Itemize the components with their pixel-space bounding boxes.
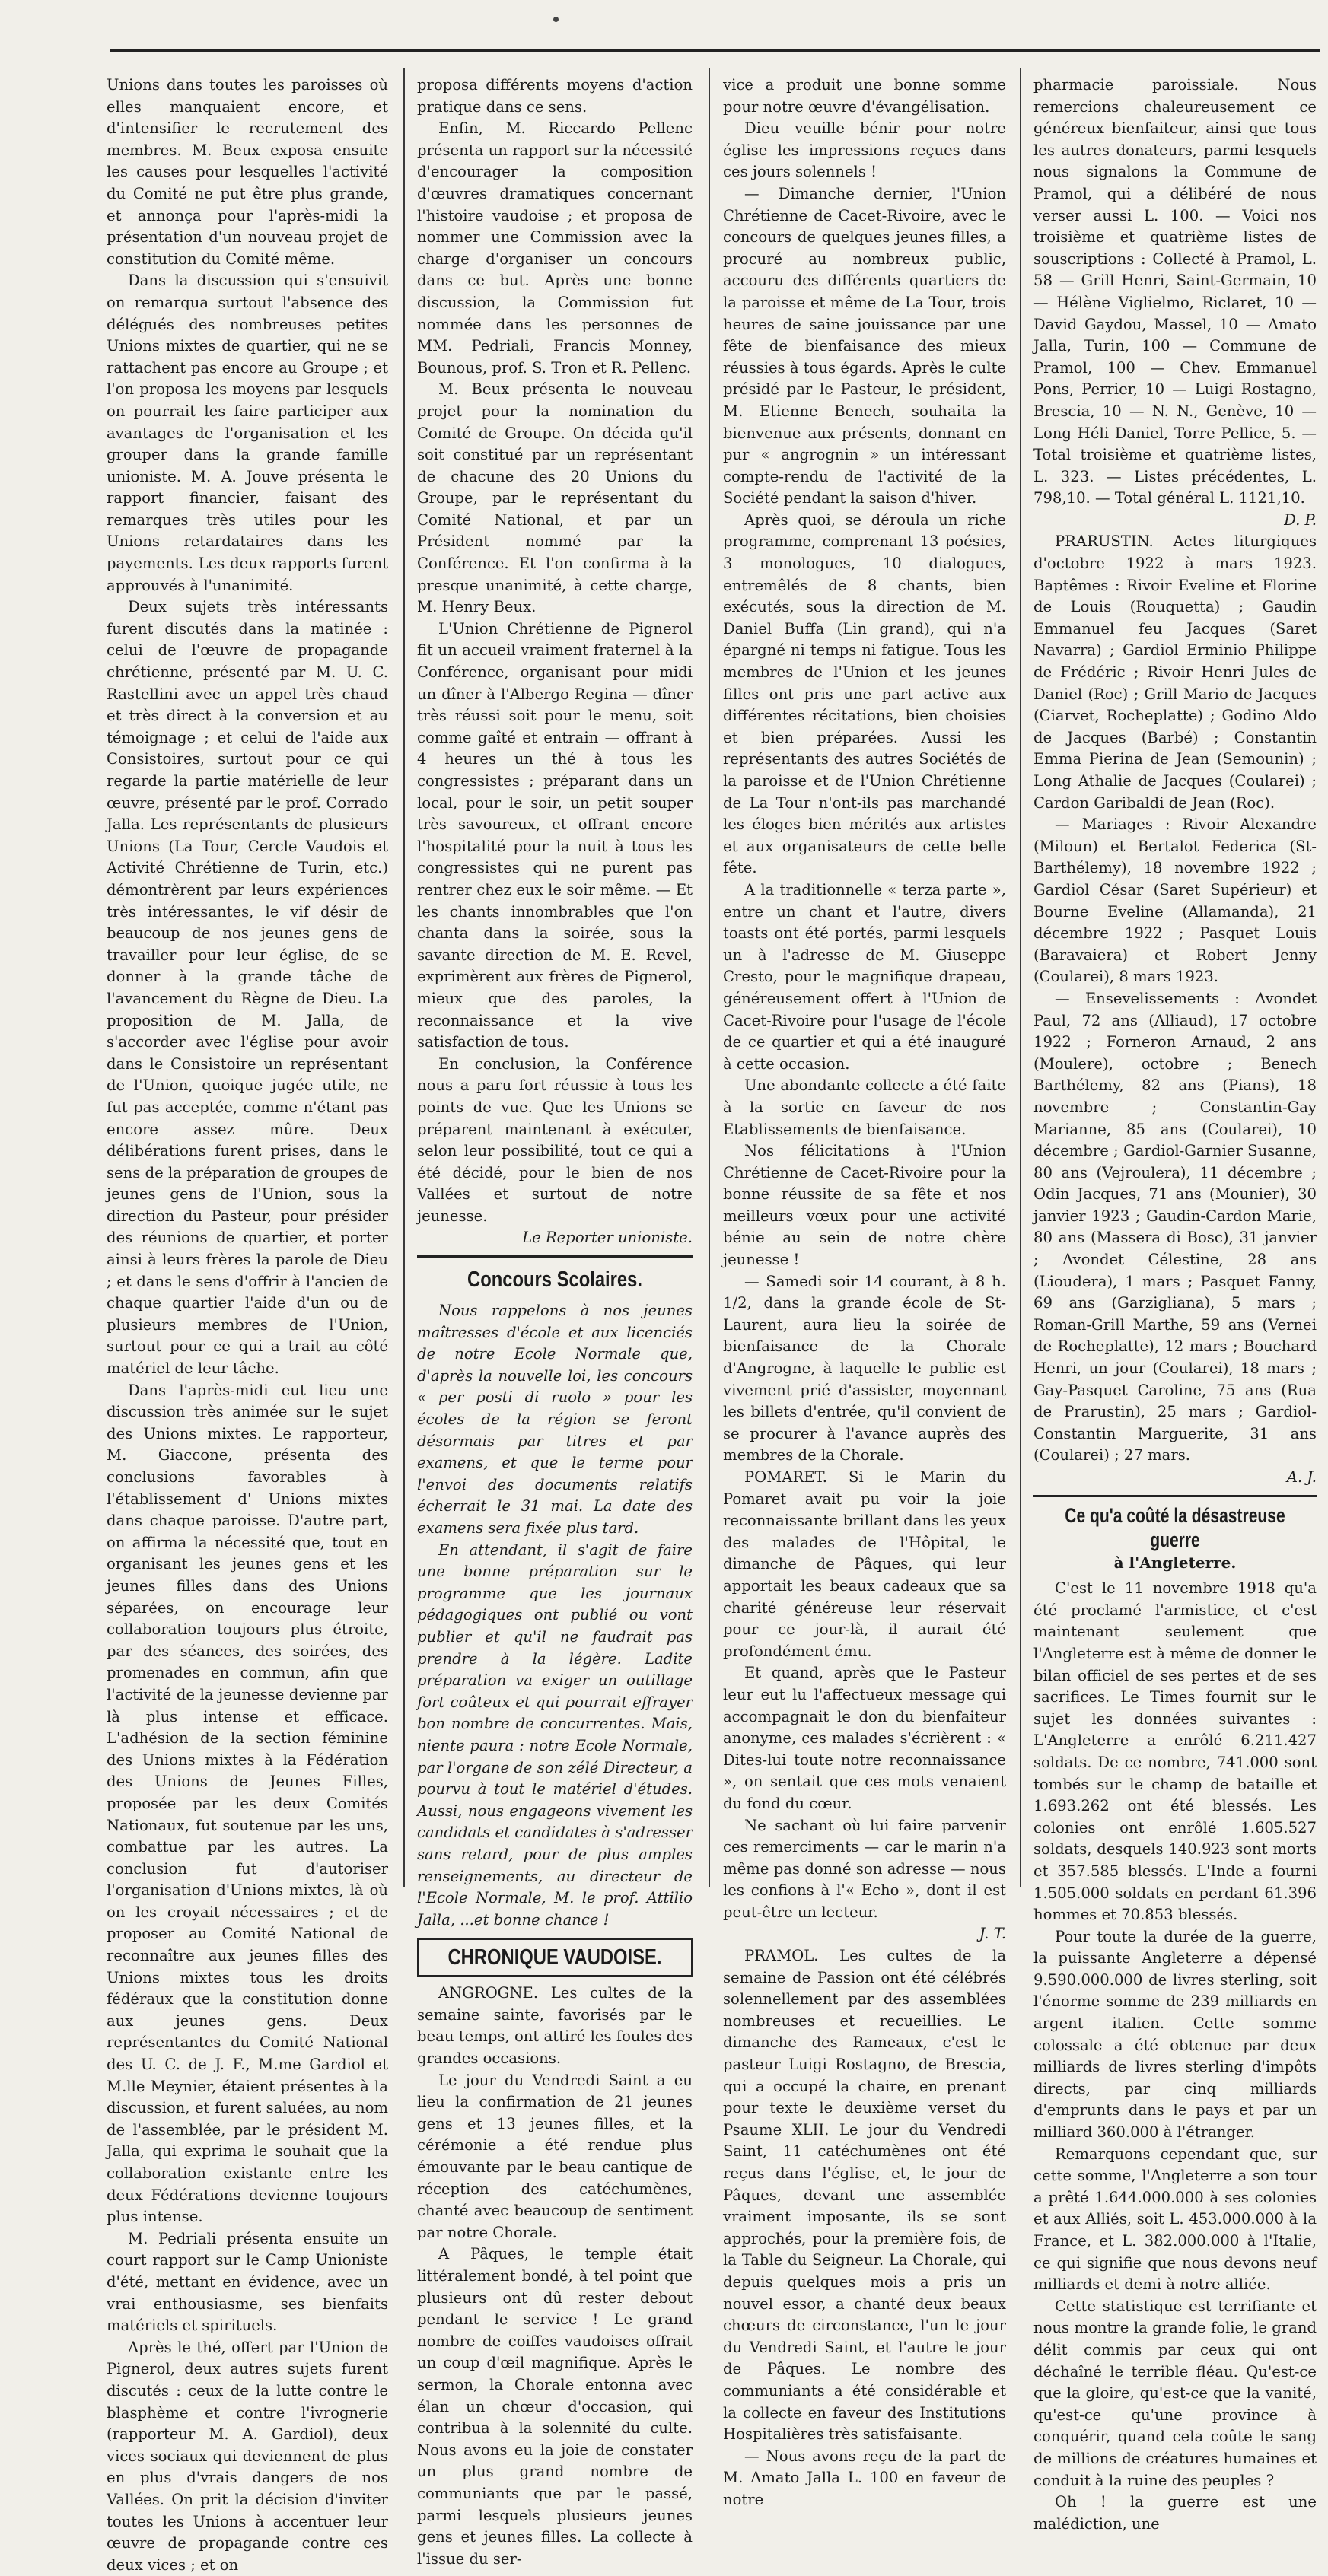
paragraph: Ne sachant où lui faire parvenir ces remerciments — car le marin n'a même pas donné son adresse — nous les confions à l'« Echo », dont il est peut-être un lecteur. bbox=[723, 1816, 1006, 1921]
paragraph: Enfin, M. Riccardo Pellenc présenta un rapport sur la nécessité d'encourager la composition d'œuvres dramatiques concernant l'histoire vaudoise ; et proposa de nommer une Commission avec la charge d'organiser un concours dans ce but. Après une bonne discussion, la Commission fut nommée dans les personnes de MM. Pedriali, Francis Monney, Bounous, prof. S. Tron et R. Pellenc. bbox=[417, 119, 693, 377]
section-rule bbox=[417, 1255, 693, 1258]
section-title: CHRONIQUE VAUDOISE. bbox=[447, 1945, 662, 1970]
paragraph: Une abondante collecte a été faite à la sortie en faveur de nos Etablissements de bienfaisance. bbox=[723, 1077, 1006, 1138]
paragraph: Pour toute la durée de la guerre, la puissante Angleterre a dépensé 9.590.000.000 de livres sterling, soit l'énorme somme de 239 milliards en argent italien. Cette somme colossale a été obtenue par deux milliards de livres sterling d'impôts directs, par cinq milliards d'emprunts dans le pays et par un milliard 360.000 à l'étranger. bbox=[1033, 1927, 1317, 2142]
section-subtitle: à l'Angleterre. bbox=[1113, 1553, 1237, 1572]
column-4 bbox=[1033, 75, 1317, 2533]
paragraph: L'Union Chrétienne de Pignerol fit un accueil vraiment fraternel à la Conférence, organisant pour midi un dîner à l'Albergo Regina — dîner très réussi soit pour le menu, soit comme gaîté et entrain — offrant à 4 heures un thé à tous les congressistes ; préparant dans un local, pour le soir, un petit souper très savoureux, et offrant encore l'hospitalité pour la nuit à tous les congressistes qui ne purent pas rentrer chez eux le soir même. — Et les chants innombrables que l'on chanta dans la soirée, sous la savante direction de M. E. Revel, exprimèrent aux frères de Pignerol, mieux que des paroles, la reconnaissance et la vive satisfaction de tous. bbox=[417, 619, 693, 1051]
column-divider bbox=[709, 68, 710, 1887]
paragraph: Unions dans toutes les paroisses où elles manquaient encore, et d'intensifier le recrutement des membres. M. Beux exposa ensuite les causes pour lesquelles l'activité du Comité ne put être plus grande, et annonça pour l'après-midi la présentation d'un nouveau projet de constitution du Comité même. bbox=[107, 76, 388, 268]
article-signature: D. P. bbox=[1284, 510, 1317, 529]
column-1 bbox=[107, 75, 388, 2574]
paragraph: Dans l'après-midi eut lieu une discussion très animée sur le sujet des Unions mixtes. Le rapporteur, M. Giaccone, présenta des conclusions favorables à l'établissement d' Unions mixtes dans chaque paroisse. D'autre part, on affirma la nécessité que, tout en organisant les jeunes gens et les jeunes filles dans des Unions séparées, on encourage leur collaboration toujours plus étroite, par des séances, des soirées, des promenades en commun, afin que l'activité de la jeunesse devienne par là plus intense et efficace. L'adhésion de la section féminine des Unions mixtes à la Fédération des Unions de Jeunes Filles, proposée par les deux Comités Nationaux, fut soutenue par les uns, combattue par les autres. La conclusion fut d'autoriser l'organisation d'Unions mixtes, là où on les croyait nécessaires ; et de proposer au Comité National de reconnaître aux jeunes filles des Unions mixtes tous les droits fédéraux que la constitution donne aux jeunes gens. Deux représentantes du Comité National des U. C. de J. F., M.me Gardiol et M.lle Meynier, étaient présentes à la discussion, et furent saluées, au nom de l'assemblée, par le président M. Jalla, qui exprima le souhait que la collaboration existante entre les deux Fédérations devienne toujours plus intense. bbox=[107, 1381, 388, 2226]
concours-article bbox=[417, 1300, 693, 1931]
paragraph: En attendant, il s'agit de faire une bonne préparation sur le programme que les journaux pédagogiques ont publié ou vont publier et qu'il ne faudrait pas prendre à la légère. Ladite préparation va exiger un outillage fort coûteux et qui pourrait effrayer bon nombre de concurrentes. Mais, niente paura : notre Ecole Normale, par l'organe de son zélé Directeur, a pourvu à tout le matériel d'études. Aussi, nous engageons vivement les candidats et candidates à s'adresser sans retard, pour de plus amples renseignements, au directeur de l'Ecole Normale, M. le prof. Attilio Jalla, ...et bonne chance ! bbox=[417, 1541, 693, 1929]
column-divider bbox=[403, 68, 405, 1887]
paragraph: PRAMOL. Les cultes de la semaine de Passion ont été célébrés solennellement par des assemblées nombreuses et recueillies. Le dimanche des Rameaux, c'est le pasteur Luigi Rostagno, de Brescia, qui a occupé la chaire, en prenant pour texte le deuxième verset du Psaume XLII. Le jour du Vendredi Saint, 11 catéchumènes ont été reçus dans l'église, et, le jour de Pâques, devant une assemblée vraiment imposante, ils se sont approchés, pour la première fois, de la Table du Seigneur. La Chorale, qui depuis quelques mois a pris un nouvel essor, a chanté deux beaux chœurs de circonstance, l'un le jour du Vendredi Saint, et l'autre le jour de Pâques. Le nombre des communiants a été considérable et la collecte en faveur des Institutions Hospitalières très satisfaisante. bbox=[723, 1947, 1006, 2444]
paragraph: Remarquons cependant que, sur cette somme, l'Angleterre a son tour a prêté 1.644.000.000 à ses colonies et aux Alliés, soit L. 453.000.000 à la France, et L. 382.000.000 à l'Italie, ce qui signifie que nous devons neuf milliards et demi à notre alliée. bbox=[1033, 2145, 1317, 2294]
paragraph: Nos félicitations à l'Union Chrétienne de Cacet-Rivoire pour la bonne réussite de sa fête et nos meilleurs vœux pour une activité bénie au sein de notre chère jeunesse ! bbox=[723, 1142, 1006, 1269]
top-rule bbox=[110, 49, 1320, 52]
paragraph: PRARUSTIN. Actes liturgiques d'octobre 1922 à mars 1923. Baptêmes : Rivoir Eveline et Florine de Louis (Rouquetta) ; Gaudin Emmanuel feu Jacques (Saret Navarra) ; Gardiol Erminio Philippe de Frédéric ; Rivoir Henri Jules de Daniel (Roc) ; Grill Mario de Jacques (Ciarvet, Rocheplatte) ; Godino Aldo de Jacques (Barbé) ; Constantin Emma Pierina de Jean (Semounin) ; Long Athalie de Jacques (Coularei) ; Cardon Garibaldi de Jean (Roc). bbox=[1033, 533, 1317, 812]
paragraph: M. Beux présenta le nouveau projet pour la nomination du Comité de Groupe. On décida qu'il soit constitué par un représentant de chacune des 20 Unions du Groupe, par le représentant du Comité National, et par un Président nommé par la Conférence. Et l'on confirma à la presque unanimité, à cette charge, M. Henry Beux. bbox=[417, 380, 693, 616]
article-signature: J. T. bbox=[979, 1925, 1006, 1943]
article-signature: Le Reporter unioniste. bbox=[522, 1229, 693, 1247]
paragraph: C'est le 11 novembre 1918 qu'a été proclamé l'armistice, et c'est maintenant seulement que l'Angleterre est à même de donner le bilan officiel de ses pertes et de ses sacrifices. Le Times fournit sur le sujet les données suivantes : L'Angleterre a enrôlé 6.211.427 soldats. De ce nombre, 741.000 sont tombés sur le champ de bataille et 1.693.262 ont été blessés. Les colonies ont enrôlé 1.605.527 soldats, desquels 140.923 sont morts et 357.585 blessés. L'Inde a fourni 1.505.000 soldats en perdant 61.396 hommes et 70.853 blessés. bbox=[1033, 1579, 1317, 1924]
paragraph: POMARET. Si le Marin du Pomaret avait pu voir la joie reconnaissante brillant dans les yeux des malades de l'Hôpital, le dimanche de Pâques, qui leur apportait les beaux cadeaux que sa charité généreuse leur réservait pour ce jour-là, il aurait été profondément ému. bbox=[723, 1468, 1006, 1660]
paragraph: proposa différents moyens d'action pratique dans ce sens. bbox=[417, 76, 693, 116]
ink-dot bbox=[553, 17, 559, 22]
paragraph: Après le thé, offert par l'Union de Pignerol, deux autres sujets furent discutés : ceux de la lutte contre le blasphème et contre l'ivrognerie (rapporteur M. A. Gardiol), deux vices sociaux qui deviennent de plus en plus d'vrais dangers de nos Vallées. On prit la décision d'inviter toutes les Unions à accentuer leur œuvre de propagande contre ces deux vices ; et on bbox=[107, 2338, 388, 2574]
paragraph: — Samedi soir 14 courant, à 8 h. 1/2, dans la grande école de St-Laurent, aura lieu la soirée de bienfaisance de la Chorale d'Angrogne, à laquelle le public est vivement prié d'assister, moyennant les billets d'entrée, qu'il convient de se procurer à l'avance auprès des membres de la Chorale. bbox=[723, 1272, 1006, 1465]
paragraph: Dans la discussion qui s'ensuivit on remarqua surtout l'absence des délégués des nombreuses petites Unions mixtes de quartier, qui ne se rattachent pas encore au Groupe ; et l'on proposa les moyens par lesquels on pourrait les faire participer aux avantages de l'organisation et les grouper dans la grande famille unioniste. M. A. Jouve présenta le rapport financier, faisant des remarques très utiles pour les Unions retardataires dans les payements. Les deux rapports furent approuvés à l'unanimité. bbox=[107, 272, 388, 594]
column-3 bbox=[723, 75, 1006, 2508]
paragraph: En conclusion, la Conférence nous a paru fort réussie à tous les points de vue. Que les Unions se préparent maintenant à exécuter, selon leur possibilité, tout ce qui a été décidé, pour le bien de nos Vallées et surtout de notre jeunesse. bbox=[417, 1054, 693, 1225]
section-title: Concours Scolaires. bbox=[467, 1267, 642, 1293]
paragraph: vice a produit une bonne somme pour notre œuvre d'évangélisation. bbox=[723, 76, 1006, 116]
paragraph: A la traditionnelle « terza parte », entre un chant et l'autre, divers toasts ont été portés, parmi lesquels un à l'adresse de M. Giuseppe Cresto, pour le magnifique drapeau, généreusement offert à l'Union de Cacet-Rivoire pour l'usage de l'école de ce quartier et qui a été inauguré à cette occasion. bbox=[723, 880, 1006, 1073]
paragraph: A Pâques, le temple était littéralement bondé, à tel point que plusieurs ont dû rester debout pendant le service ! Le grand nombre de coiffes vaudoises offrait un coup d'œil magnifique. Après le sermon, la Chorale entonna avec élan un chœur d'occasion, qui contribua à la solennité du culte. Nous avons eu la joie de constater un plus grand nombre de communiants que par le passé, parmi lesquels plusieurs jeunes gens et jeunes filles. La collecte à l'issue du ser- bbox=[417, 2245, 693, 2568]
paragraph: — Mariages : Rivoir Alexandre (Miloun) et Bertalot Federica (St-Barthélemy), 18 novembre 1922 ; Gardiol César (Saret Supérieur) et Bourne Eveline (Allamanda), 21 décembre 1922 ; Pasquet Louis (Baravaiera) et Robert Jenny (Coularei), 8 mars 1923. bbox=[1033, 816, 1317, 986]
section-rule bbox=[1033, 1495, 1317, 1497]
article-signature: A. J. bbox=[1286, 1468, 1317, 1486]
paragraph: — Nous avons reçu de la part de M. Amato Jalla L. 100 en faveur de notre bbox=[723, 2447, 1006, 2508]
paragraph: Après quoi, se déroula un riche programme, comprenant 13 poésies, 3 monologues, 10 dialogues, entremêlés de 8 chants, bien exécutés, sous la direction de M. Daniel Buffa (Lin grand), qui n'a épargné ni temps ni fatigue. Tous les membres de l'Union et les jeunes filles ont pris une part active aux différentes récitations, bien choisies et bien préparées. Aussi les représentants des autres Sociétés de la paroisse et de l'Union Chrétienne de La Tour n'ont-ils pas marchandé les éloges bien mérités aux artistes et aux organisateurs de cette belle fête. bbox=[723, 510, 1006, 877]
paragraph: Oh ! la guerre est une malédiction, une bbox=[1033, 2493, 1317, 2533]
paragraph: Le jour du Vendredi Saint a eu lieu la confirmation de 21 jeunes gens et 13 jeunes filles, et la cérémonie a été rendue plus émouvante par le beau cantique de réception des catéchumènes, chanté avec beaucoup de sentiment par notre Chorale. bbox=[417, 2071, 693, 2241]
paragraph: Deux sujets très intéressants furent discutés dans la matinée : celui de l'œuvre de propagande chrétienne, présenté par M. U. C. Rastellini avec un appel très chaud et très direct à la conversion et au témoignage ; et celui de l'aide aux Consistoires, surtout pour ce qui regarde la partie matérielle de leur œuvre, présenté par le prof. Corrado Jalla. Les représentants de plusieurs Unions (La Tour, Cercle Vaudois et Activité Chrétienne de Turin, etc.) démontrèrent par leurs expériences très intéressantes, le vif désir de beaucoup de nos jeunes gens de travailler pour leur église, de se donner à la grande tâche de l'avancement du Règne de Dieu. La proposition de M. Jalla, de s'accorder avec l'église pour avoir dans le Consistoire un représentant de l'Union, quoique jugée utile, ne fut pas acceptée, comme n'étant pas encore assez mûre. Deux délibérations furent prises, dans le sens de la préparation de groupes de jeunes gens de l'Union, sous la direction du Pasteur, pour présider des réunions de quartier, et porter ainsi à leurs frères la parole de Dieu ; et dans le sens d'offrir à l'ancien de chaque quartier l'aide d'un ou de plusieurs membres de l'Union, surtout pour ce qui a trait au côté matériel de leur tâche. bbox=[107, 598, 388, 1378]
paragraph: ANGROGNE. Les cultes de la semaine sainte, favorisés par le beau temps, ont attiré les foules des grandes occasions. bbox=[417, 1984, 693, 2068]
paragraph: — Dimanche dernier, l'Union Chrétienne de Cacet-Rivoire, avec le concours de quelques jeunes filles, a procuré au nombreux public, accouru des différents quartiers de la paroisse et même de La Tour, trois heures de saine jouissance par une fête de bienfaisance des mieux réussies à tous égards. Après le culte présidé par le Pasteur, le président, M. Etienne Benech, souhaita la bienvenue aux présents, donnant en pur « angrognin » un intéressant compte-rendu de l'activité de la Société pendant la saison d'hiver. bbox=[723, 184, 1006, 507]
chronique-header-box bbox=[417, 1938, 693, 1977]
paragraph: M. Pedriali présenta ensuite un court rapport sur le Camp Unioniste d'été, mettant en évidence, avec un vrai enthousiasme, ses bienfaits matériels et spirituels. bbox=[107, 2229, 388, 2335]
paragraph: Et quand, après que le Pasteur leur eut lu l'affectueux message qui accompagnait le don du bienfaiteur anonyme, ces malades s'écrièrent : « Dites-lui toute notre reconnaissance », on sentait que ces mots venaient du fond du cœur. bbox=[723, 1664, 1006, 1812]
column-2 bbox=[417, 75, 693, 2568]
column-divider bbox=[1020, 68, 1021, 1887]
paragraph: Dieu veuille bénir pour notre église les impressions reçues dans ces jours solennels ! bbox=[723, 119, 1006, 181]
paragraph: Nous rappelons à nos jeunes maîtresses d'école et aux licenciés de notre Ecole Normale que, d'après la nouvelle loi, les concours « per posti di ruolo » pour les écoles de la région se feront désormais par titres et par examens, et que le terme pour l'envoi des documents relatifs écherrait le 31 mai. La date des examens sera fixée plus tard. bbox=[417, 1302, 693, 1537]
paragraph: Cette statistique est terrifiante et nous montre la grande folie, le grand délit commis par ceux qui ont déchaîné le terrible fléau. Qu'est-ce que la gloire, qu'est-ce que la vanité, qu'est-ce qu'une province à conquérir, quand cela coûte le sang de millions de créatures humaines et conduit à la ruine des peuples ? bbox=[1033, 2297, 1317, 2489]
paragraph: — Ensevelissements : Avondet Paul, 72 ans (Alliaud), 17 octobre 1922 ; Forneron Arnaud, 2 ans (Moulere), octobre ; Benech Barthélemy, 82 ans (Pians), 18 novembre ; Constantin-Gay Marianne, 85 ans (Coularei), 10 décembre ; Gardiol-Garnier Susanne, 80 ans (Vejroulera), 11 décembre ; Odin Jacques, 71 ans (Mounier), 30 janvier 1923 ; Gaudin-Cardon Marie, 80 ans (Massera di Bosc), 31 janvier ; Avondet Célestine, 28 ans (Lioudera), 1 mars ; Pasquet Fanny, 69 ans (Garzigliana), 5 mars ; Roman-Grill Marthe, 59 ans (Vernei de Rocheplatte), 12 mars ; Bouchard Henri, un jour (Coularei), 18 mars ; Gay-Pasquet Caroline, 75 ans (Rua de Prarustin), 25 mars ; Gardiol-Constantin Marguerite, 31 ans (Coularei) ; 27 mars. bbox=[1033, 989, 1317, 1465]
paragraph: pharmacie paroissiale. Nous remercions chaleureusement ce généreux bienfaiteur, ainsi que tous les autres donateurs, parmi lesquels nous signalons la Commune de Pramol, qui a délibéré de nous verser aussi L. 100. — Voici nos troisième et quatrième listes de souscriptions : Collecté à Pramol, L. 58 — Grill Henri, Saint-Germain, 10 — Hélène Viglielmo, Riclaret, 10 — David Gaydou, Massel, 10 — Amato Jalla, Turin, 100 — Commune de Pramol, 100 — Chev. Emmanuel Pons, Perrier, 10 — Luigi Rostagno, Brescia, 10 — N. N., Genève, 10 — Long Héli Daniel, Torre Pellice, 5. — Total troisième et quatrième listes, L. 323. — Listes précédentes, L. 798,10. — Total général L. 1121,10. bbox=[1033, 76, 1317, 507]
section-title: Ce qu'a coûté la désastreuse guerre bbox=[1065, 1503, 1285, 1551]
